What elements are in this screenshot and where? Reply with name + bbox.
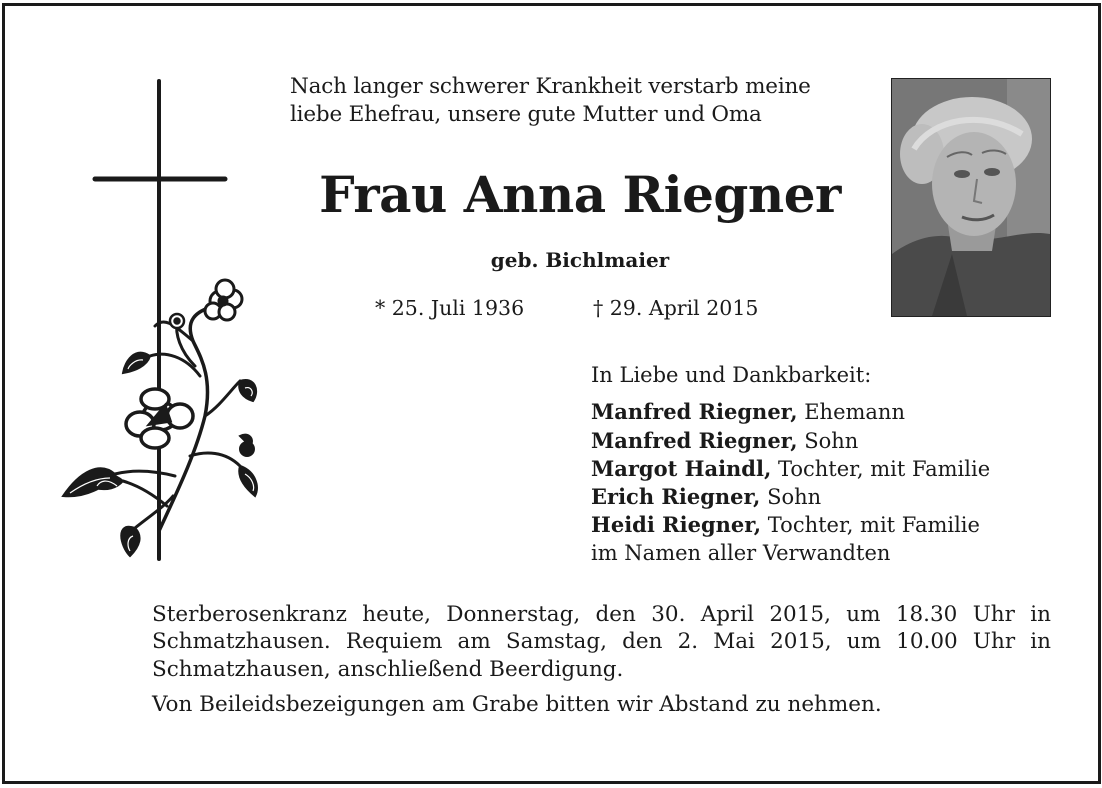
member-name: Margot Haindl,: [591, 455, 772, 481]
intro-text: [290, 73, 880, 129]
member-name: Heidi Riegner,: [591, 512, 762, 538]
member-relation: Tochter, mit Familie: [777, 456, 991, 481]
family-closing: im Namen aller Verwandten: [591, 540, 891, 565]
portrait-image: [892, 79, 1050, 316]
family-member: [591, 483, 990, 511]
cross-with-rose-icon: [55, 76, 275, 566]
death-date: † 29. April 2015: [593, 296, 759, 320]
intro-line-2: liebe Ehefrau, unsere gute Mutter und Oma: [290, 102, 762, 127]
member-relation: Tochter, mit Familie: [767, 513, 980, 538]
maiden-name: geb. Bichlmaier: [490, 248, 670, 272]
family-member: [591, 398, 990, 426]
member-name: Manfred Riegner,: [591, 399, 798, 425]
member-name: Erich Riegner,: [591, 484, 761, 510]
portrait-photo: [891, 78, 1051, 317]
family-member: [591, 427, 990, 455]
service-information: [152, 601, 1051, 719]
obituary-notice: [2, 3, 1101, 784]
service-details: Sterberosenkranz heute, Donnerstag, den 30. April 2015, um 18.30 Uhr in Schmatzhausen. Requiem am Samstag, den 2. Mai 2015, um 10.00 Uhr in Schmatzhausen, anschließend Beerdigung.: [152, 602, 1051, 682]
intro-line-1: Nach langer schwerer Krankheit verstarb meine: [290, 74, 811, 99]
deceased-name: Frau Anna Riegner: [319, 165, 841, 224]
birth-date: * 25. Juli 1936: [375, 296, 525, 320]
member-name: Manfred Riegner,: [591, 427, 798, 453]
member-relation: Sohn: [767, 485, 822, 510]
member-relation: Sohn: [804, 428, 859, 453]
condolence-note: Von Beileidsbezeigungen am Grabe bitten wir Abstand zu nehmen.: [152, 692, 882, 718]
family-list: [591, 362, 990, 567]
member-relation: Ehemann: [804, 400, 905, 425]
family-member: [591, 511, 990, 539]
family-member: [591, 455, 990, 483]
family-heading: In Liebe und Dankbarkeit:: [591, 363, 872, 387]
life-dates: [375, 296, 758, 320]
